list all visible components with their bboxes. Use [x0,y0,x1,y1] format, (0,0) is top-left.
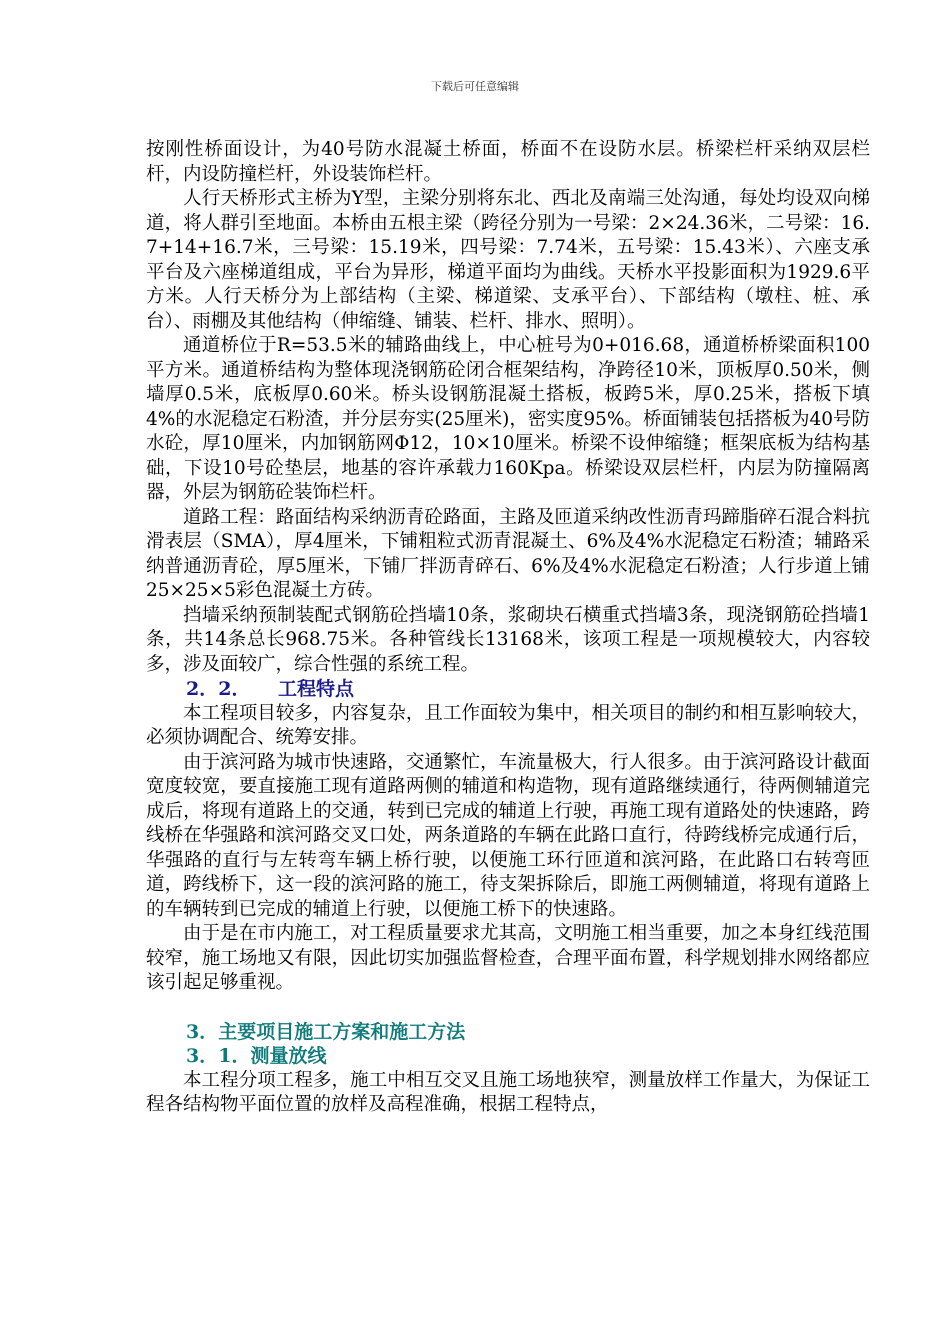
paragraph-road-works: 道路工程：路面结构采纳沥青砼路面，主路及匝道采纳改性沥青玛蹄脂碎石混合料抗滑表层（SMA），厚4厘米，下铺粗粒式沥青混凝土、6%及4%水泥稳定石粉渣；辅路采纳普通沥青砼，厚5厘米，下铺厂拌沥青碎石、6%及4%水泥稳定石粉渣；人行步道上铺25×25×5彩色混凝土方砖。 [146,506,870,601]
blank-line [146,996,870,1020]
paragraph-pedestrian-bridge: 人行天桥形式主桥为Y型，主梁分别将东北、西北及南端三处沟通，每处均设双向梯道，将人群引至地面。本桥由五根主梁（跨径分别为一号梁：2×24.36米，二号梁：16.7+14+16.7米，三号梁：15.19米，四号梁：7.74米，五号梁：15.43米）、六座支承平台及六座梯道组成，平台为异形，梯道平面均为曲线。天桥水平投影面积为1929.6平方米。人行天桥分为上部结构（主梁、梯道梁、支承平台）、下部结构（墩柱、桩、承台）、雨棚及其他结构（伸缩缝、铺装、栏杆、排水、照明）。 [146,188,870,332]
document-body [146,138,870,1118]
page-header: 下载后可任意编辑 [431,80,519,93]
section-heading-3-1: 3．1．测量放线 [186,1045,327,1067]
paragraph-traffic-arrangement: 由于滨河路为城市快速路，交通繁忙，车流量极大，行人很多。由于滨河路设计截面宽度较宽，要直接施工现有道路两侧的辅道和构造物，现有道路继续通行，待两侧辅道完成后，将现有道路上的交通，转到已完成的辅道上行驶，再施工现有道路处的快速路，跨线桥在华强路和滨河路交叉口处，两条道路的车辆在此路口直行，待跨线桥完成通行后，华强路的直行与左转弯车辆上桥行驶，以便施工环行匝道和滨河路，在此路口右转弯匝道，跨线桥下，这一段的滨河路的施工，待支架拆除后，即施工两侧辅道，将现有道路上的车辆转到已完成的辅道上行驶，以便施工桥下的快速路。 [146,751,870,920]
section-number: 2．2． [186,678,251,700]
section-heading-3: 3．主要项目施工方案和施工方法 [186,1020,466,1043]
section-heading-2-2 [146,677,870,702]
paragraph-retaining-walls: 挡墙采纳预制装配式钢筋砼挡墙10条，浆砌块石横重式挡墙3条，现浇钢筋砼挡墙1条，共14条总长968.75米。各种管线长13168米，该项工程是一项规模较大，内容较多，涉及面较广，综合性强的系统工程。 [146,604,870,675]
paragraph-survey-layout: 本工程分项工程多，施工中相互交叉且施工场地狭窄，测量放样工作量大，为保证工程各结构物平面位置的放样及高程准确，根据工程特点， [146,1069,870,1115]
paragraph-project-features: 本工程项目较多，内容复杂，且工作面较为集中，相关项目的制约和相互影响较大，必须协调配合、统筹安排。 [146,702,870,748]
paragraph-bridge-deck: 按刚性桥面设计，为40号防水混凝土桥面，桥面不在设防水层。桥梁栏杆采纳双层栏杆，内设防撞栏杆，外设装饰栏杆。 [146,139,870,185]
paragraph-underpass-bridge: 通道桥位于R=53.5米的辅路曲线上，中心桩号为0+016.68，通道桥桥梁面积100平方米。通道桥结构为整体现浇钢筋砼闭合框架结构，净跨径10米，顶板厚0.50米，侧墙厚0.5米，底板厚0.60米。桥头设钢筋混凝土搭板，板跨5米，厚0.25米，搭板下填4%的水泥稳定石粉渣，并分层夯实(25厘米)，密实度95%。桥面铺装包括搭板为40号防水砼，厚10厘米，内加钢筋网Φ12，10×10厘米。桥梁不设伸缩缝；框架底板为结构基础，下设10号砼垫层，地基的容许承载力160Kpa。桥梁设双层栏杆，内层为防撞隔离器，外层为钢筋砼装饰栏杆。 [146,335,870,503]
section-title: 工程特点 [278,678,355,700]
paragraph-quality-requirements: 由于是在市内施工，对工程质量要求尤其高，文明施工相当重要，加之本身红线范围较窄，施工场地又有限，因此切实加强监督检查，合理平面布置，科学规划排水网络都应该引起足够重视。 [146,923,870,993]
